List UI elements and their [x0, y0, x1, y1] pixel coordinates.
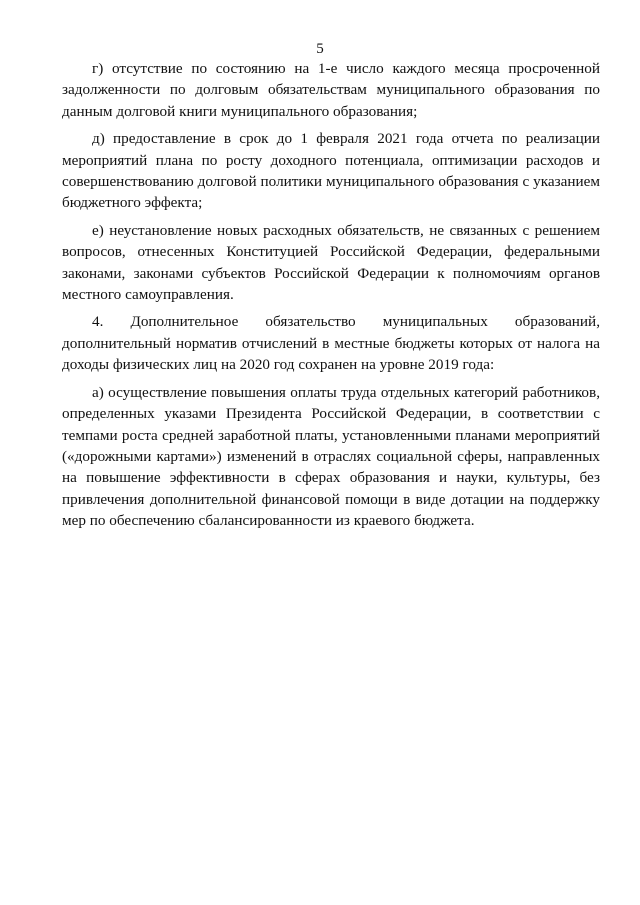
paragraph-a: а) осуществление повышения оплаты труда отдельных категорий работников, определенных указами Президента Российской Федерации, в соответствии с темпами роста средней заработной платы, установленными планами мероприятий («дорожными картами») изменений в отраслях социальной сферы, направленных на повышение эффективности в сферах образования и науки, культуры, без привлечения дополнительной финансовой помощи в виде дотации на поддержку мер по обеспечению сбалансированности из краевого бюджета. — [62, 383, 600, 530]
paragraph-g: г) отсутствие по состоянию на 1-е число каждого месяца просроченной задолженности по долговым обязательствам муниципального образования по данным долговой книги муниципального образования; — [62, 60, 600, 120]
paragraph-d: д) предоставление в срок до 1 февраля 2021 года отчета по реализации мероприятий плана по росту доходного потенциала, оптимизации расходов и совершенствованию долговой политики муниципального образования с указанием бюджетного эффекта; — [62, 130, 600, 212]
document-body — [62, 58, 600, 538]
paragraph-e: е) неустановление новых расходных обязательств, не связанных с решением вопросов, отнесенных Конституцией Российской Федерации, федеральными законами, законами субъектов Российской Федерации к полномочиям органов местного самоуправления. — [62, 221, 600, 304]
page-number: 5 — [316, 41, 324, 57]
paragraph-section-4: 4. Дополнительное обязательство муниципальных образований, дополнительный норматив отчислений в местные бюджеты которых от налога на доходы физических лиц на 2020 год сохранен на уровне 2019 года: — [62, 313, 600, 374]
